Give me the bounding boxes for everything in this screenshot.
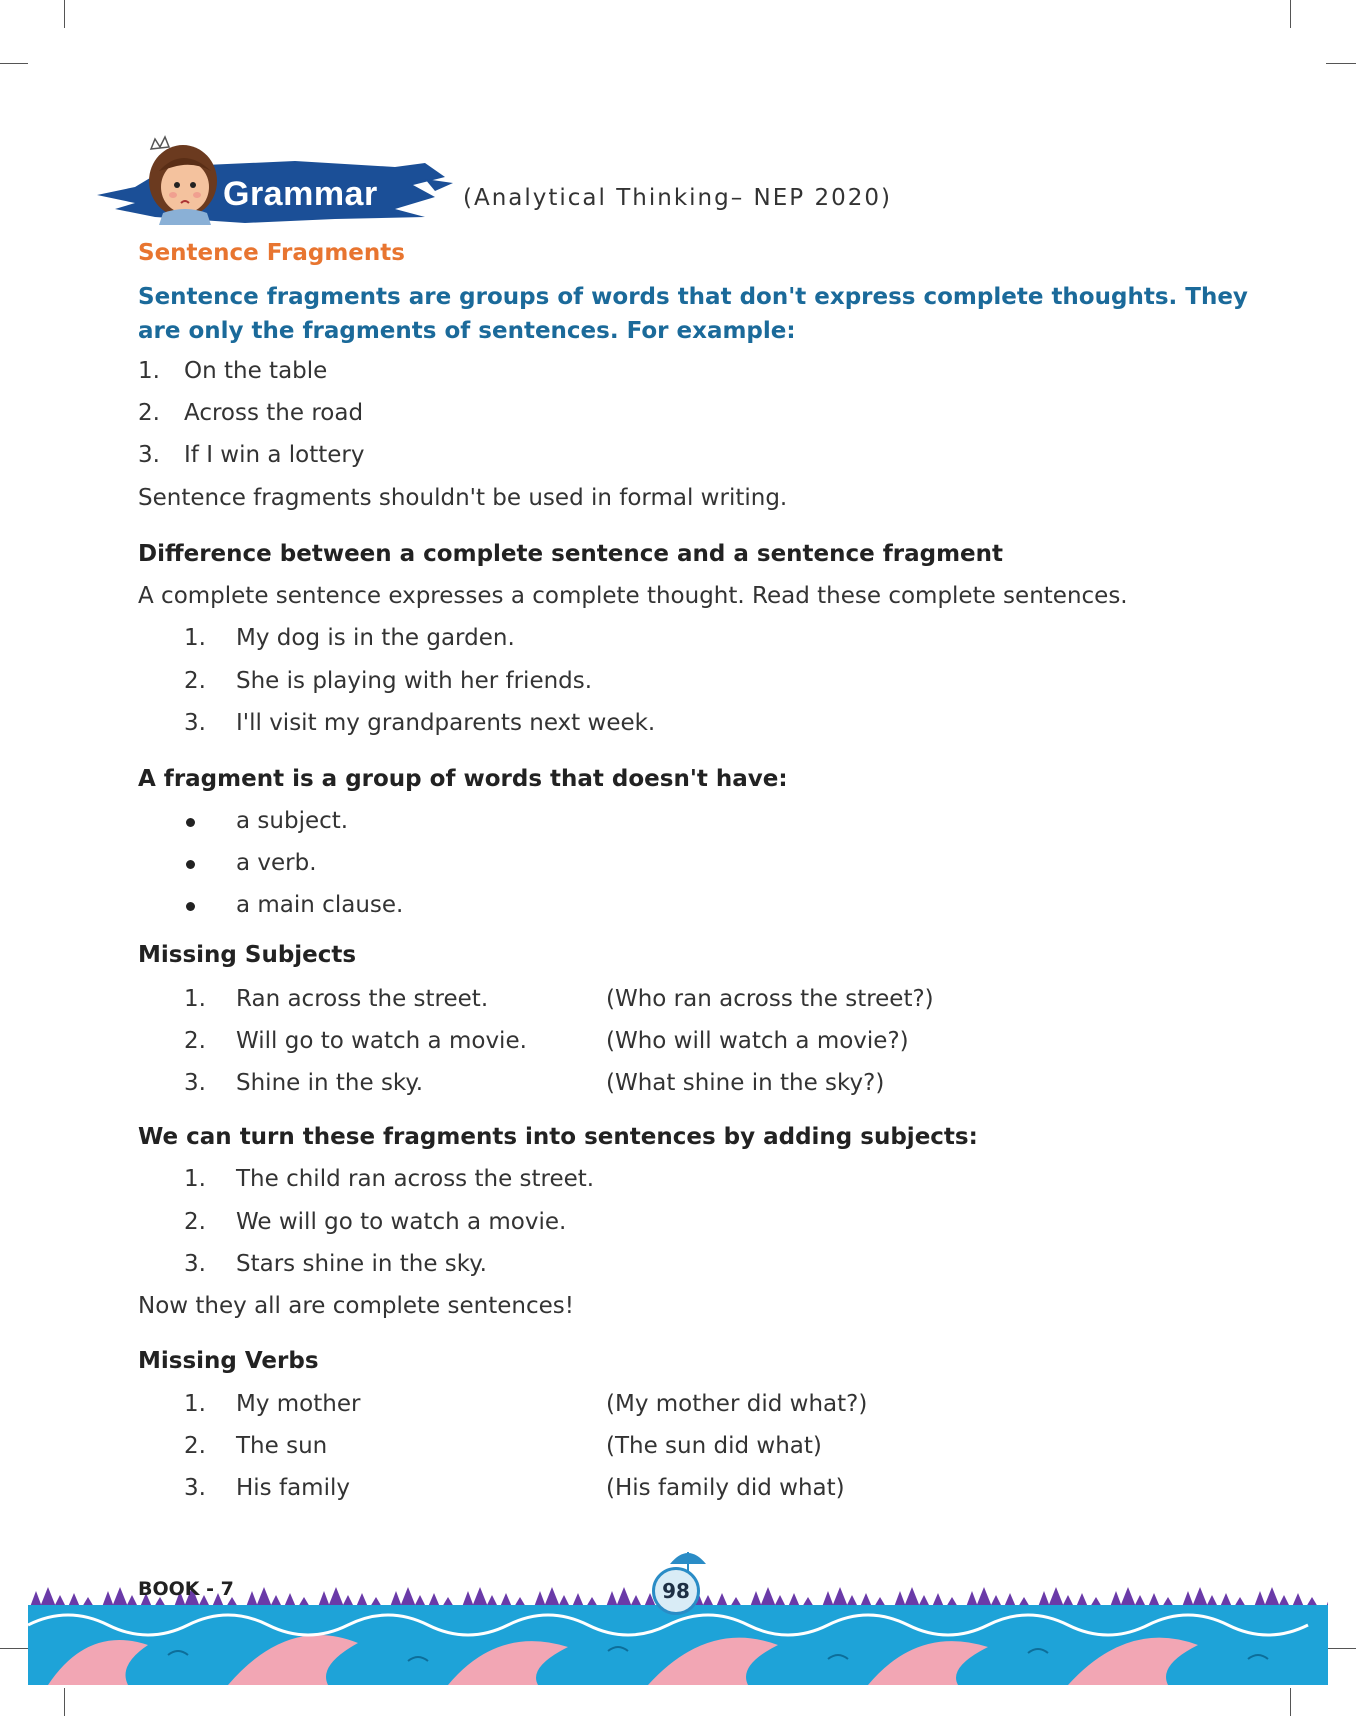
list-number: 3.: [184, 1251, 206, 1277]
grammar-subtitle: (Analytical Thinking– NEP 2020): [463, 185, 892, 211]
bullet-icon: [186, 860, 195, 869]
difference-text: A complete sentence expresses a complete thought. Read these complete sentences.: [138, 583, 1128, 609]
list-number: 3.: [184, 1070, 206, 1096]
grammar-header: [95, 135, 915, 230]
list-item: Shine in the sky.: [236, 1070, 424, 1096]
list-number: 2.: [184, 668, 206, 694]
list-question: (Who ran across the street?): [606, 986, 934, 1012]
list-number: 3.: [184, 1475, 206, 1501]
list-question: (Who will watch a movie?): [606, 1028, 909, 1054]
list-number: 1.: [184, 625, 206, 651]
list-item: She is playing with her friends.: [236, 668, 593, 694]
turn-subjects-heading: We can turn these fragments into sentences by adding subjects:: [138, 1124, 978, 1150]
page-number: 98: [652, 1567, 700, 1615]
book-label: BOOK - 7: [138, 1578, 234, 1600]
bullet-icon: [186, 902, 195, 911]
girl-avatar-icon: [133, 135, 233, 225]
list-number: 1.: [184, 1391, 206, 1417]
grammar-title: Grammar: [223, 175, 378, 213]
bullet-item: a main clause.: [236, 892, 404, 918]
crop-mark: [64, 1688, 65, 1716]
list-question: (His family did what): [606, 1475, 845, 1501]
list-number: 1.: [184, 1166, 206, 1192]
crop-mark: [1326, 63, 1356, 64]
list-item: If I win a lottery: [184, 442, 365, 468]
crop-mark: [1290, 0, 1291, 28]
list-number: 2.: [138, 400, 160, 426]
missing-subjects-heading: Missing Subjects: [138, 942, 357, 968]
list-number: 3.: [138, 442, 160, 468]
list-question: (What shine in the sky?): [606, 1070, 885, 1096]
list-item: Across the road: [184, 400, 364, 426]
crop-mark: [0, 1648, 28, 1649]
crop-mark: [1290, 1688, 1291, 1716]
bullet-icon: [186, 818, 195, 827]
list-item: The sun: [236, 1433, 328, 1459]
difference-heading: Difference between a complete sentence and a sentence fragment: [138, 541, 1004, 567]
list-item: Ran across the street.: [236, 986, 489, 1012]
list-number: 1.: [138, 358, 160, 384]
crop-mark: [0, 63, 28, 64]
list-number: 1.: [184, 986, 206, 1012]
fragment-heading: A fragment is a group of words that doesn't have:: [138, 766, 788, 792]
list-item: My dog is in the garden.: [236, 625, 515, 651]
list-question: (The sun did what): [606, 1433, 822, 1459]
missing-verbs-heading: Missing Verbs: [138, 1348, 319, 1374]
list-item: On the table: [184, 358, 328, 384]
list-item: His family: [236, 1475, 350, 1501]
bullet-item: a verb.: [236, 850, 317, 876]
bullet-item: a subject.: [236, 808, 349, 834]
list-item: My mother: [236, 1391, 361, 1417]
list-item: We will go to watch a movie.: [236, 1209, 567, 1235]
list-number: 3.: [184, 710, 206, 736]
list-question: (My mother did what?): [606, 1391, 868, 1417]
intro-paragraph: Sentence fragments are groups of words that don't express complete thoughts. They are only the fragments of sentences. For example:: [138, 284, 1248, 344]
complete-note: Now they all are complete sentences!: [138, 1293, 574, 1319]
list-item: The child ran across the street.: [236, 1166, 595, 1192]
crop-mark: [1326, 1648, 1356, 1649]
crop-mark: [64, 0, 65, 28]
list-item: Stars shine in the sky.: [236, 1251, 487, 1277]
list-number: 2.: [184, 1209, 206, 1235]
formal-note: Sentence fragments shouldn't be used in formal writing.: [138, 485, 788, 511]
list-item: I'll visit my grandparents next week.: [236, 710, 656, 736]
list-item: Will go to watch a movie.: [236, 1028, 527, 1054]
list-number: 2.: [184, 1028, 206, 1054]
list-number: 2.: [184, 1433, 206, 1459]
section-title: Sentence Fragments: [138, 240, 405, 266]
